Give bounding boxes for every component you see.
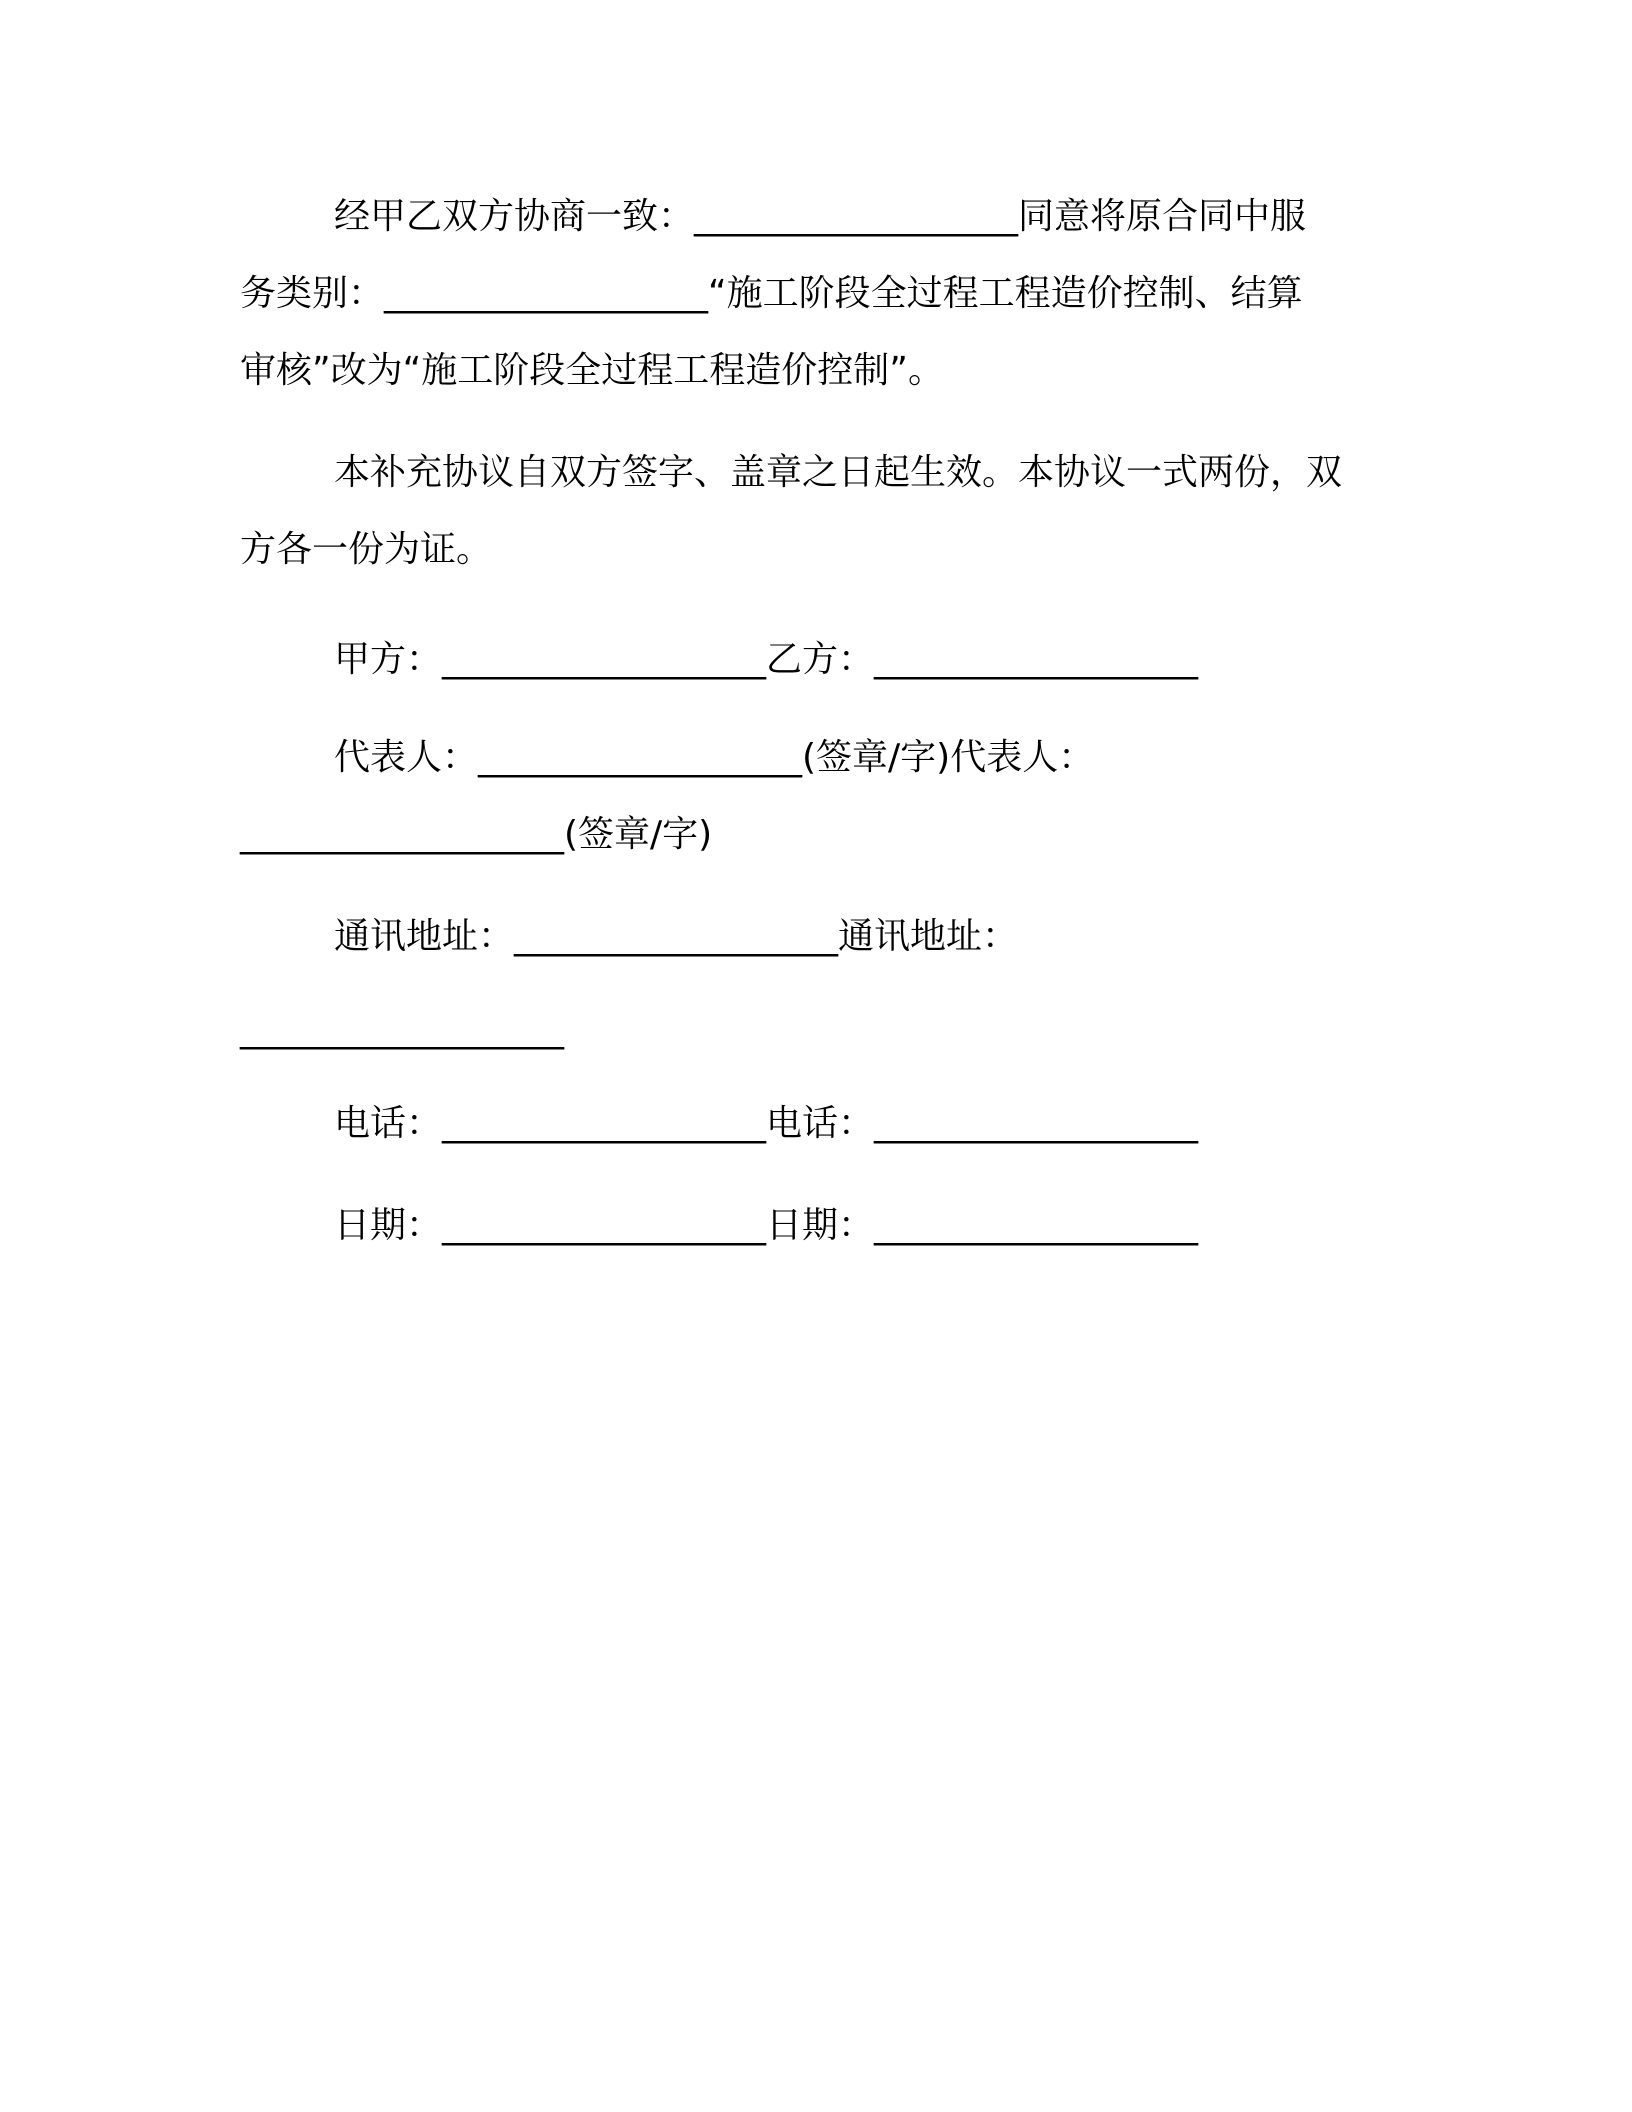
paragraph-1-line-1: 经甲乙双方协商一致：__________________同意将原合同中服 xyxy=(334,196,1307,237)
representative-line-2: __________________(签章/字) xyxy=(240,814,713,855)
paragraph-2-line-1: 本补充协议自双方签字、盖章之日起生效。本协议一式两份，双 xyxy=(334,452,1343,493)
paragraph-2-line-2: 方各一份为证。 xyxy=(240,529,493,570)
paragraph-1-line-3: 审核”改为“施工阶段全过程工程造价控制”。 xyxy=(240,350,944,391)
address-line-1: 通讯地址：__________________通讯地址： xyxy=(334,916,1019,957)
date-line: 日期：__________________日期：__________________ xyxy=(334,1205,1199,1246)
parties-line: 甲方：__________________乙方：__________________ xyxy=(334,639,1199,680)
address-line-2: __________________ xyxy=(240,1009,564,1050)
paragraph-1-line-2: 务类别：__________________“施工阶段全过程工程造价控制、结算 xyxy=(240,273,1303,314)
phone-line: 电话：__________________电话：__________________ xyxy=(334,1103,1199,1144)
representative-line-1: 代表人：__________________(签章/字)代表人： xyxy=(334,737,1095,778)
